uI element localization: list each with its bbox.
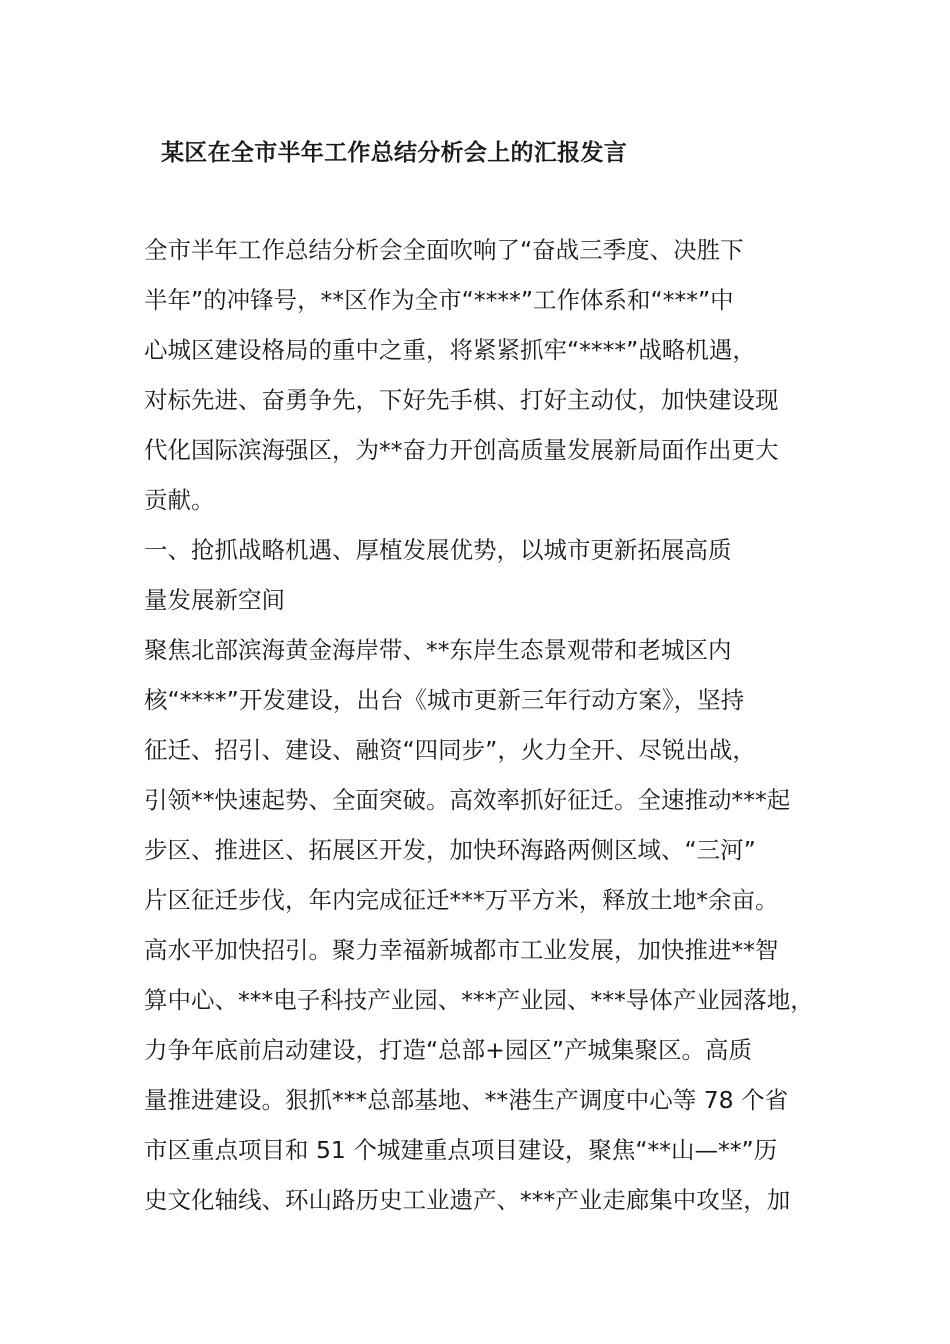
text-line: 史文化轴线、环山路历史工业遗产、***产业走廊集中攻坚，加 [144,1186,791,1214]
text-line: 半年”的冲锋号，**区作为全市“****”工作体系和“***”中 [144,286,734,314]
text-line: 力争年底前启动建设，打造“总部+园区”产城集聚区。高质 [144,1036,753,1064]
text-line: 引领**快速起势、全面突破。高效率抓好征迁。全速推动***起 [144,786,791,814]
text-line: 量推进建设。狠抓***总部基地、**港生产调度中心等 78 个省 [144,1086,789,1114]
text-line: 聚焦北部滨海黄金海岸带、**东岸生态景观带和老城区内 [144,636,732,664]
section-heading-line: 量发展新空间 [144,586,285,614]
text-line: 高水平加快招引。聚力幸福新城都市工业发展，加快推进**智 [144,936,779,964]
text-line: 片区征迁步伐，年内完成征迁***万平方米，释放土地*余亩。 [144,886,779,914]
text-line: 代化国际滨海强区，为**奋力开创高质量发展新局面作出更大 [144,436,779,464]
text-line: 对标先进、奋勇争先，下好先手棋、打好主动仗，加快建设现 [144,386,779,414]
text-line: 征迁、招引、建设、融资“四同步”，火力全开、尽锐出战， [144,736,756,764]
text-line: 步区、推进区、拓展区开发，加快环海路两侧区域、“三河” [144,836,756,864]
section-heading-line: 一、抢抓战略机遇、厚植发展优势，以城市更新拓展高质 [144,536,732,564]
document-title: 某区在全市半年工作总结分析会上的汇报发言 [161,140,627,166]
text-line: 市区重点项目和 51 个城建重点项目建设，聚焦“**山—**”历 [144,1136,778,1164]
text-line: 贡献。 [144,486,215,514]
text-line: 全市半年工作总结分析会全面吹响了“奋战三季度、决胜下 [144,236,744,264]
text-line: 算中心、***电子科技产业园、***产业园、***导体产业园落地， [144,986,814,1014]
text-line: 心城区建设格局的重中之重，将紧紧抓牢“****”战略机遇， [144,336,756,364]
text-line: 核“****”开发建设，出台《城市更新三年行动方案》，坚持 [144,686,745,714]
